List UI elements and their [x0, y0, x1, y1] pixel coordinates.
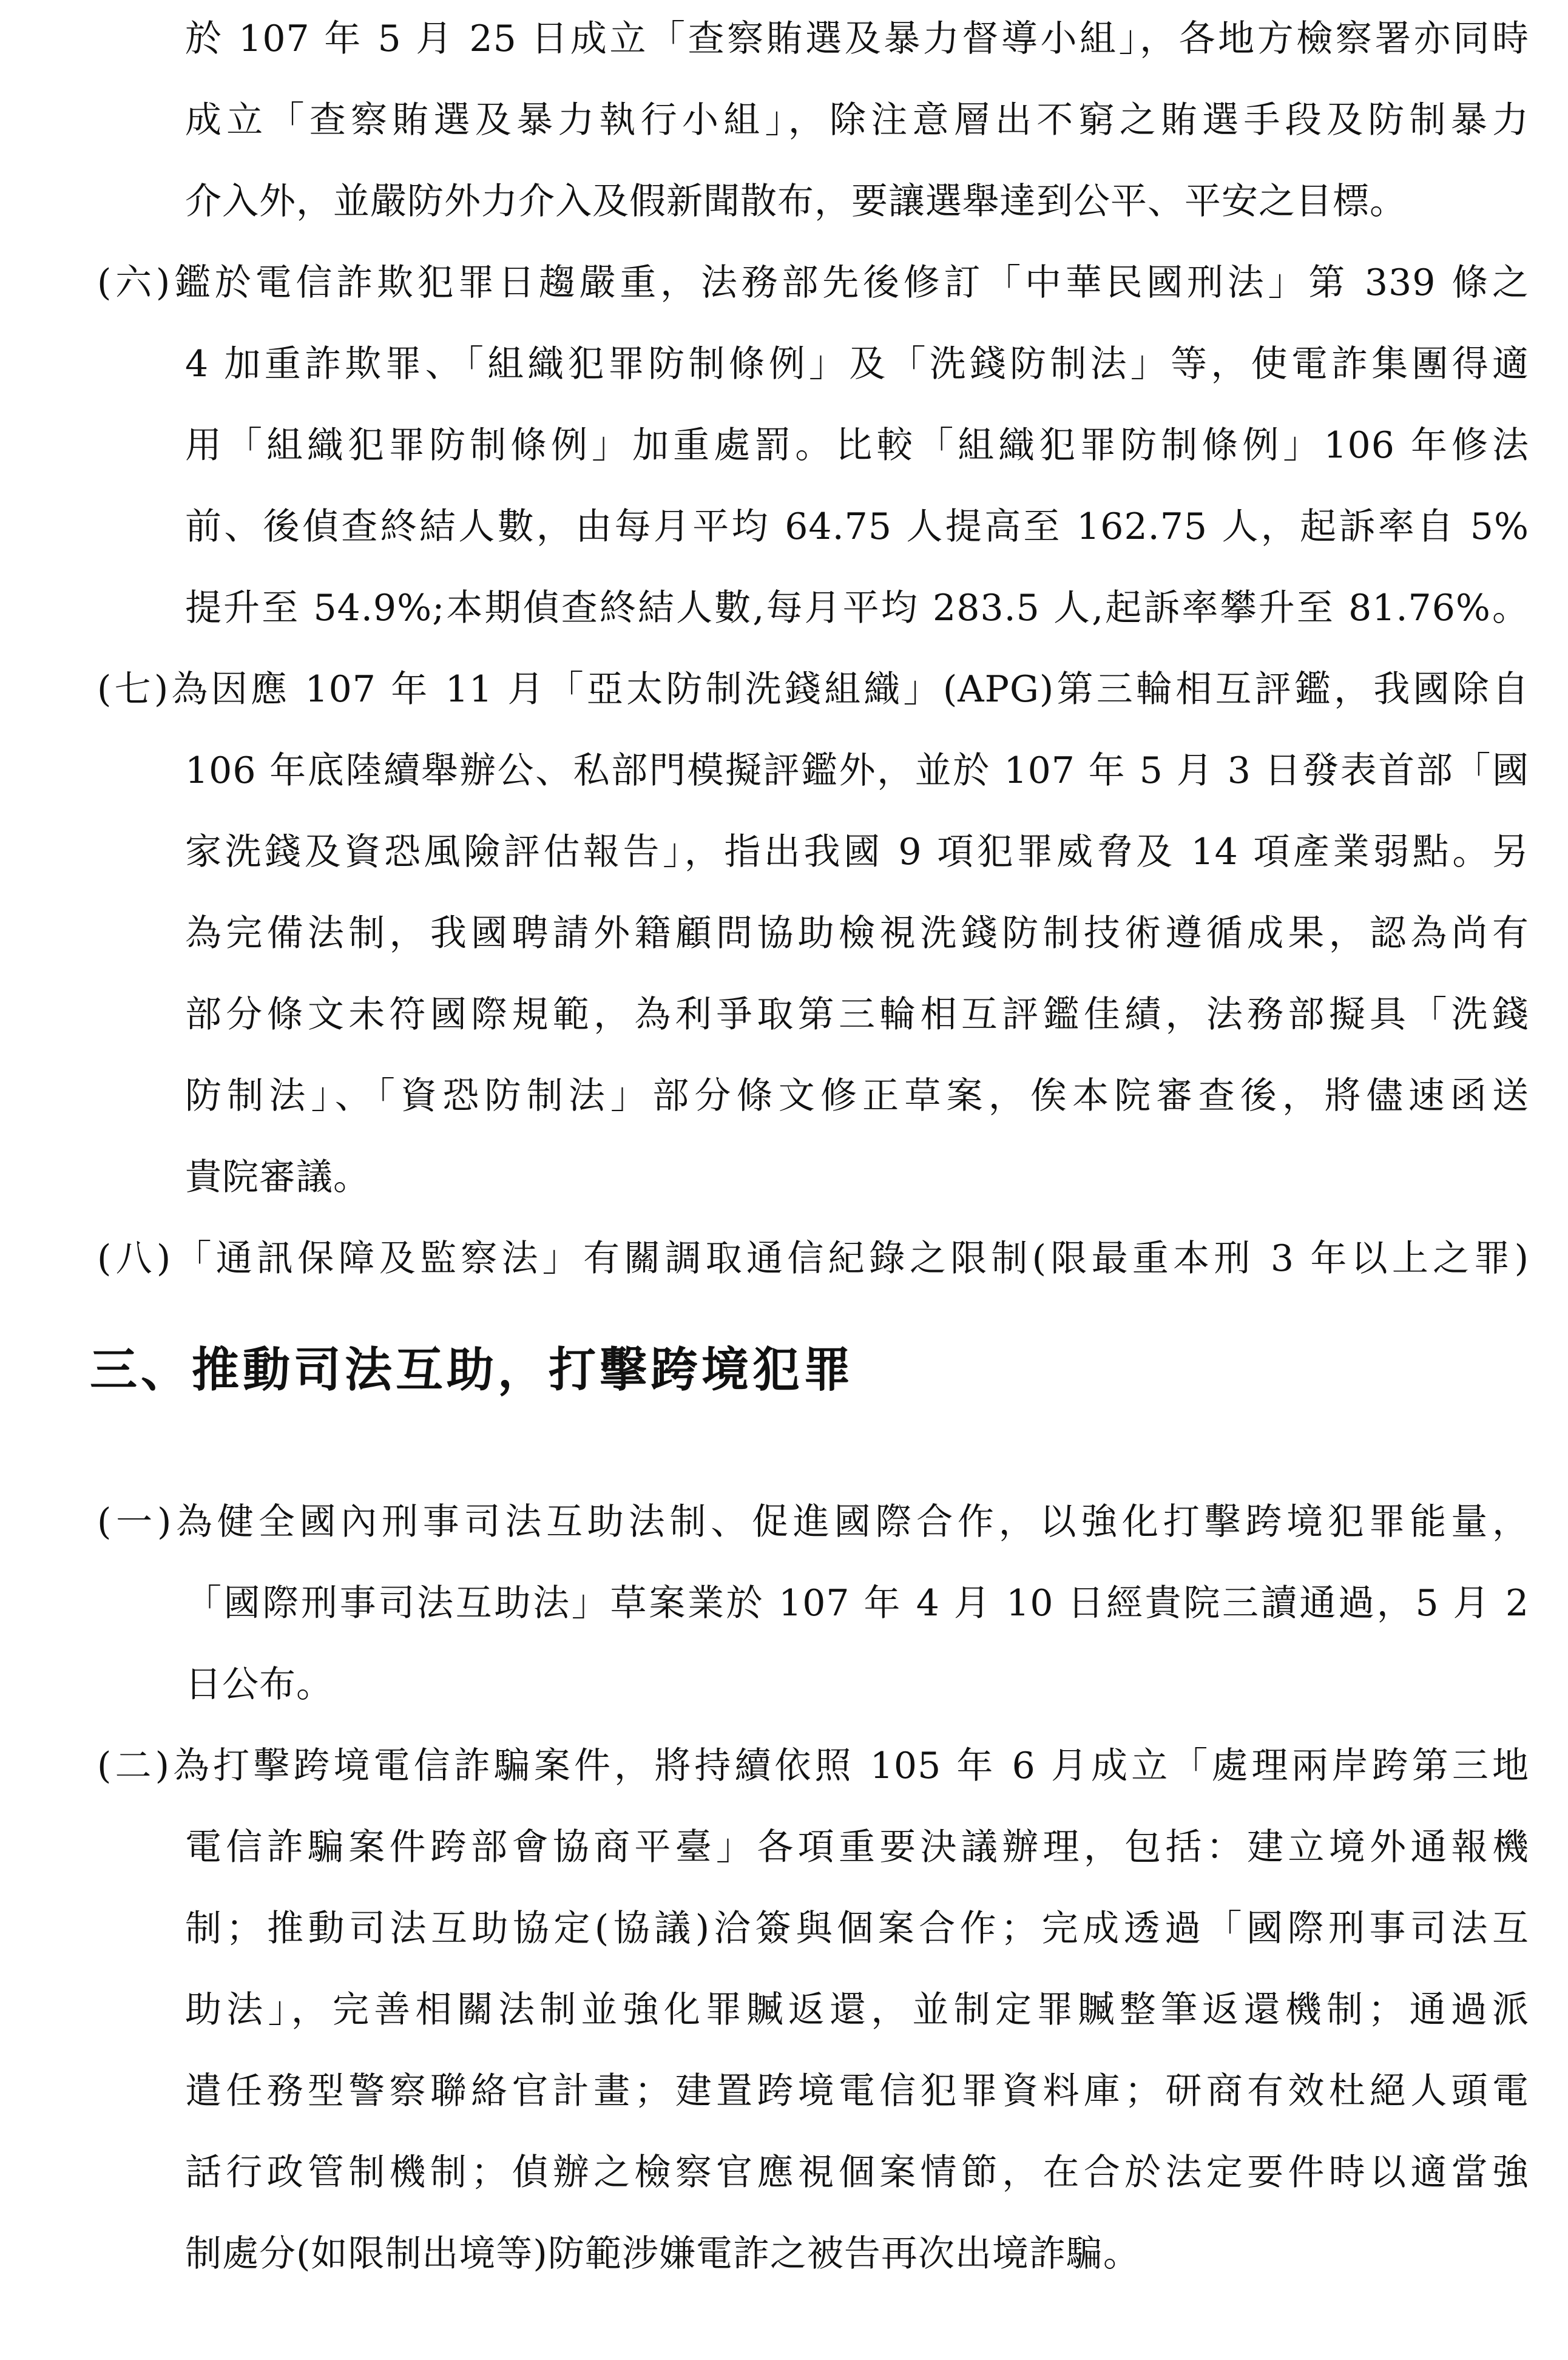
s3-list-item-2-line: 制處分(如限制出境等)防範涉嫌電詐之被告再次出境詐騙。: [185, 2233, 1140, 2275]
list-item-7-line: 防制法」、「資恐防制法」部分條文修正草案，俟本院審查後，將儘速函送: [185, 1075, 1529, 1117]
list-item-7-line: 貴院審議。: [185, 1156, 370, 1199]
list-item-7-line: 家洗錢及資恐風險評估報告」，指出我國 9 項犯罪威脅及 14 項產業弱點。另: [185, 831, 1529, 873]
s3-list-item-2-line: 電信詐騙案件跨部會協商平臺」各項重要決議辦理，包括：建立境外通報機: [185, 1826, 1529, 1868]
section-heading: 三、推動司法互助，打擊跨境犯罪: [90, 1342, 855, 1398]
list-item-7-line: 部分條文未符國際規範，為利爭取第三輪相互評鑑佳績，法務部擬具「洗錢: [185, 993, 1529, 1036]
s3-list-item-2-line: (二)為打擊跨境電信詐騙案件，將持續依照 105 年 6 月成立「處理兩岸跨第三地: [97, 1745, 1529, 1787]
s3-list-item-2-line: 制；推動司法互助協定(協議)洽簽與個案合作；完成透過「國際刑事司法互: [185, 1907, 1529, 1950]
paragraph-line: 成立「查察賄選及暴力執行小組」，除注意層出不窮之賄選手段及防制暴力: [185, 99, 1529, 141]
s3-list-item-2-line: 遣任務型警察聯絡官計畫；建置跨境電信犯罪資料庫；研商有效杜絕人頭電: [185, 2070, 1529, 2112]
list-item-6-line: 用「組織犯罪防制條例」加重處罰。比較「組織犯罪防制條例」106 年修法: [185, 424, 1529, 467]
list-item-6-line: 前、後偵查終結人數，由每月平均 64.75 人提高至 162.75 人，起訴率自 5%: [185, 505, 1529, 548]
list-item-7-line: 106 年底陸續舉辦公、私部門模擬評鑑外，並於 107 年 5 月 3 日發表首部「國: [185, 749, 1529, 792]
list-item-6-line: 提升至 54.9%;本期偵查終結人數,每月平均 283.5 人,起訴率攀升至 81.76%。: [185, 587, 1529, 629]
paragraph-line: 介入外，並嚴防外力介入及假新聞散布，要讓選舉達到公平、平安之目標。: [185, 180, 1407, 223]
list-item-6-line: 4 加重詐欺罪、「組織犯罪防制條例」及「洗錢防制法」等，使電詐集團得適: [185, 343, 1529, 385]
s3-list-item-1-line: (一)為健全國內刑事司法互助法制、促進國際合作，以強化打擊跨境犯罪能量，: [97, 1501, 1529, 1543]
list-item-8-line: (八)「通訊保障及監察法」有關調取通信紀錄之限制(限最重本刑 3 年以上之罪): [97, 1237, 1529, 1280]
s3-list-item-1-line: 日公布。: [185, 1663, 333, 1706]
list-item-7-line: 為完備法制，我國聘請外籍顧問協助檢視洗錢防制技術遵循成果，認為尚有: [185, 912, 1529, 955]
s3-list-item-1-line: 「國際刑事司法互助法」草案業於 107 年 4 月 10 日經貴院三讀通過，5 月 2: [185, 1582, 1529, 1625]
s3-list-item-2-line: 話行政管制機制；偵辦之檢察官應視個案情節，在合於法定要件時以適當強: [185, 2151, 1529, 2194]
list-item-6-line: (六)鑑於電信詐欺犯罪日趨嚴重，法務部先後修訂「中華民國刑法」第 339 條之: [97, 262, 1529, 304]
paragraph-line: 於 107 年 5 月 25 日成立「查察賄選及暴力督導小組」，各地方檢察署亦同時: [185, 18, 1529, 60]
list-item-7-line: (七)為因應 107 年 11 月「亞太防制洗錢組織」(APG)第三輪相互評鑑，我國除自: [97, 668, 1529, 711]
s3-list-item-2-line: 助法」，完善相關法制並強化罪贓返還，並制定罪贓整筆返還機制；通過派: [185, 1989, 1529, 2031]
